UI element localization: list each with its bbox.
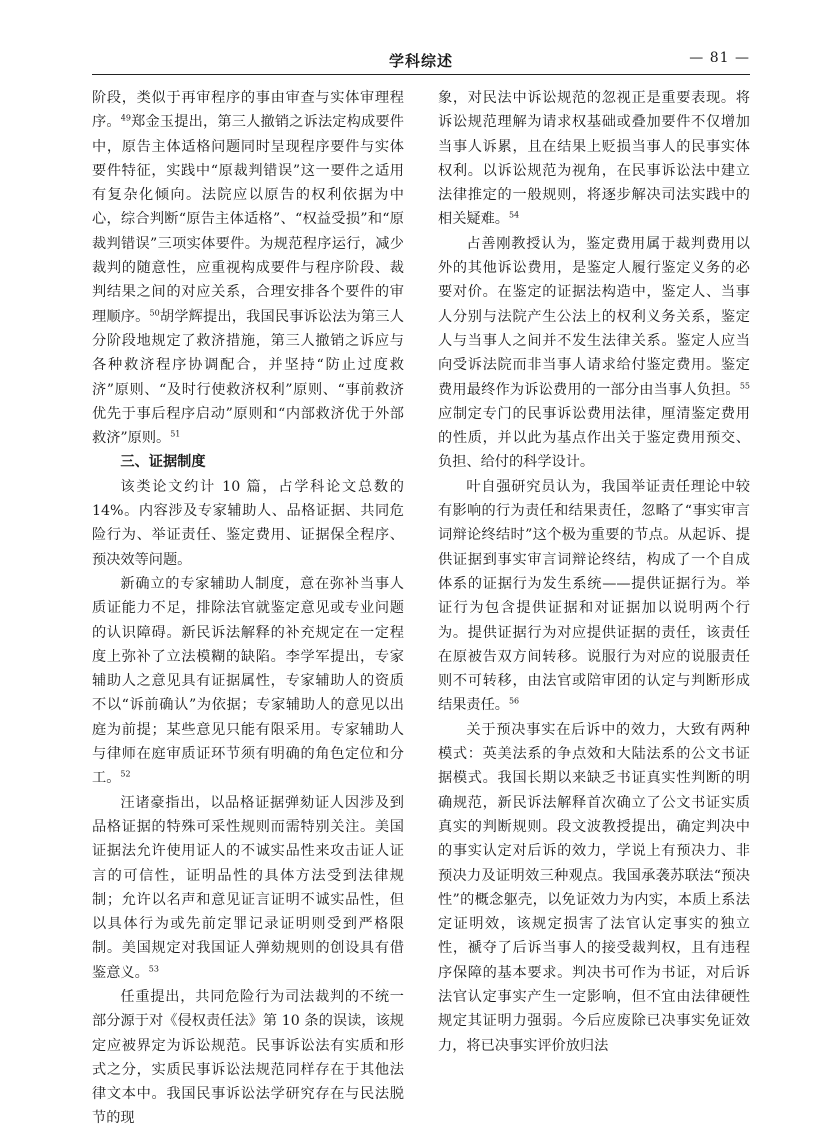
- right-column: [438, 86, 750, 1058]
- paragraph: [438, 718, 750, 1058]
- footnote-mark: 52: [120, 769, 131, 779]
- footnote-mark: 55: [739, 380, 750, 390]
- paragraph: [92, 86, 404, 450]
- paragraph-text: 该类论文约计 10 篇，占学科论文总数的 14%。内容涉及专家辅助人、品格证据、共同危险行为、举证责任、鉴定费用、证据保全程序、预决效等问题。: [92, 478, 404, 568]
- paragraph: [92, 985, 404, 1131]
- footnote-mark: 54: [508, 210, 520, 220]
- running-title: 学科综述: [388, 52, 453, 70]
- footnote-mark: 56: [508, 696, 520, 706]
- paragraph-text: 占善刚教授认为，鉴定费用属于裁判费用以外的其他诉讼费用，是鉴定人履行鉴定义务的必要对价。在鉴定的证据法构造中，鉴定人、当事人分别与法院产生公法上的权利义务关系，鉴定人与当事人之间并不发生法律关系。鉴定人应当向受诉法院而非当事人请求给付鉴定费用。鉴定费用最终作为诉讼费用的一部分由当事人负担。: [438, 235, 750, 398]
- page-number: — 81 —: [689, 50, 750, 66]
- paragraph-text: 阶段，类似于再审程序的事由审查与实体审理程序。: [92, 90, 404, 131]
- paragraph: [438, 86, 750, 232]
- paragraph-text: 汪诸豪指出，以品格证据弹劾证人因涉及到品格证据的特殊可采性规则而需特别关注。美国证据法允许使用证人的不诚实品性来攻击证人证言的可信性，证明品性的具体方法受到法律规制；允许以名声和意见证言证明不诚实品性，但以具体行为或先前定罪记录证明则受到严格限制。美国规定对我国证人弹劾规则的创设具有借鉴意义。: [92, 794, 404, 981]
- paragraph: [438, 475, 750, 718]
- paragraph-text: 郑金玉提出，第三人撤销之诉法定构成要件中，原告主体适格问题同时呈现程序要件与实体要件特征，实践中“原裁判错误”这一要件之适用有复杂化倾向。法院应以原告的权利依据为中心，综合判断“原告主体适格”、“权益受损”和“原裁判错误”三项实体要件。为规范程序运行，减少裁判的随意性，应重视构成要件与程序阶段、裁判结果之间的对应关系，合理安排各个要件的审理顺序。: [92, 114, 404, 325]
- paragraph-text: 任重提出，共同危险行为司法裁判的不统一部分源于对《侵权责任法》第 10 条的误读，该规定应被界定为诉讼规范。民事诉讼法有实质和形式之分，实质民事诉讼法规范同样存在于其他法律文本中。我国民事诉讼法学研究存在与民法脱节的现: [92, 988, 404, 1127]
- paragraph-text: 象，对民法中诉讼规范的忽视正是重要表现。将诉讼规范理解为请求权基础或叠加要件不仅增加当事人诉累，且在结果上贬损当事人的民事实体权利。以诉讼规范为视角，在民事诉讼法中建立法律推定的一般规则，将逐步解决司法实践中的相关疑难。: [438, 90, 750, 228]
- left-column: [92, 86, 404, 1131]
- paragraph: [92, 791, 404, 985]
- paragraph: [438, 232, 750, 475]
- section-heading: [92, 450, 404, 474]
- paragraph-text: 关于预决事实在后诉中的效力，大致有两种模式：英美法系的争点效和大陆法系的公文书证据模式。我国长期以来缺乏书证真实性判断的明确规范，新民诉法解释首次确立了公文书证实质真实的判断规则。段文波教授提出，确定判决中的事实认定对后诉的效力，学说上有预决力、非预决力及证明效三种观点。我国承袭苏联法“预决性”的概念躯壳，以免证效力为内实，本质上系法定证明效，该规定损害了法官认定事实的独立性，褫夺了后诉当事人的接受裁判权，且有违程序保障的基本要求。判决书可作为书证，对后诉法官认定事实产生一定影响，但不宜由法律硬性规定其证明力强弱。今后应废除已决事实免证效力，将已决事实评价放归法: [438, 721, 750, 1054]
- footnote-mark: 50: [149, 307, 160, 317]
- footnote-mark: 49: [120, 113, 131, 123]
- paragraph-text: 应制定专门的民事诉讼费用法律，厘清鉴定费用的性质，并以此为基点作出关于鉴定费用预交、负担、给付的科学设计。: [438, 405, 750, 471]
- footnote-mark: 53: [148, 963, 159, 973]
- paragraph-text: 三、证据制度: [120, 454, 206, 471]
- footnote-mark: 51: [170, 429, 181, 439]
- paragraph-text: 新确立的专家辅助人制度，意在弥补当事人质证能力不足，排除法官就鉴定意见或专业问题的认识障碍。新民诉法解释的补充规定在一定程度上弥补了立法模糊的缺陷。李学军提出，专家辅助人之意见具有证据属性，专家辅助人的资质不以“诉前确认”为依据；专家辅助人的意见以出庭为前提；某些意见只能有限采用。专家辅助人与律师在庭审质证环节须有明确的角色定位和分工。: [92, 575, 404, 787]
- paragraph-text: 胡学辉提出，我国民事诉讼法为第三人分阶段地规定了救济措施，第三人撤销之诉应与各种救济程序协调配合，并坚持“防止过度救济”原则、“及时行使救济权利”原则、“事前救济优先于事后程序启动”原则和“内部救济优于外部救济”原则。: [92, 308, 404, 447]
- paragraph: [92, 572, 404, 791]
- page-header: [92, 44, 750, 75]
- paragraph: [92, 475, 404, 572]
- paragraph-text: 叶自强研究员认为，我国举证责任理论中较有影响的行为责任和结果责任，忽略了“事实审言词辩论终结时”这个极为重要的节点。从起诉、提供证据到事实审言词辩论终结，构成了一个自成体系的证据行为发生系统——提供证据行为。举证行为包含提供证据和对证据加以说明两个行为。提供证据行为对应提供证据的责任，该责任在原被告双方间转移。说服行为对应的说服责任则不可转移，由法官或陪审团的认定与判断形成结果责任。: [438, 478, 750, 714]
